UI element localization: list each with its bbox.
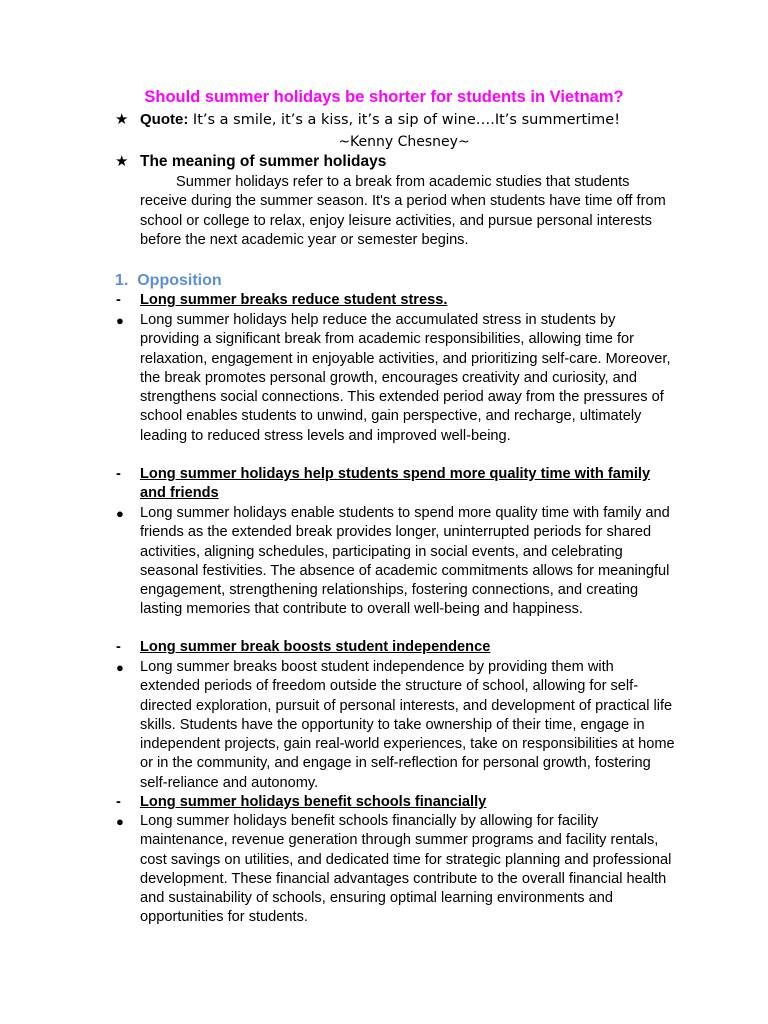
meaning-paragraph: Summer holidays refer to a break from academic studies that students receive during the summer season. It's a period when students have time off from school or college to relax, enjoy leisure activities, and pursue personal interests before the next academic year or semester begins. [140, 174, 666, 248]
point-paragraph: Long summer holidays benefit schools financially by allowing for facility maintenance, revenue generation through summer programs and facility rentals, cost savings on utilities, and dedicated time for strategic planning and professional development. These financial advantages contribute to the overall financial health and sustainability of schools, ensuring optimal learning environments and opportunities for students. [140, 813, 672, 926]
dash-marker: - [116, 292, 121, 308]
quote-line [140, 110, 620, 130]
bullet-icon: ● [116, 814, 124, 829]
section-title: Opposition [137, 272, 222, 289]
bullet-icon: ● [116, 313, 124, 328]
bullet-icon: ● [116, 506, 124, 521]
point-paragraph: Long summer breaks boost student independence by providing them with extended periods of freedom outside the structure of school, allowing for self-directed exploration, pursuit of personal interests, and development of practical life skills. Students have the opportunity to take ownership of their time, engage in independent projects, gain real-world experiences, take on responsibilities at home or in the community, and engage in self-reflection for personal growth, fostering self-reliance and autonomy. [140, 659, 675, 791]
point-heading: Long summer break boosts student independence [140, 639, 491, 655]
quote-text: It’s a smile, it’s a kiss, it’s a sip of wine….It’s summertime! [188, 112, 621, 128]
point-heading: Long summer holidays benefit schools financially [140, 794, 487, 810]
star-bullet-icon: ★ [115, 111, 129, 128]
bullet-icon: ● [116, 660, 124, 675]
meaning-heading: The meaning of summer holidays [140, 153, 387, 170]
star-bullet-icon: ★ [115, 153, 129, 170]
point-paragraph: Long summer holidays enable students to spend more quality time with family and friends as the extended break provides longer, uninterrupted periods for shared activities, aligning schedules, participating in social events, and celebrating seasonal festivities. The absence of academic commitments allows for meaningful engagement, strengthening relationships, fostering connections, and creating lasting memories that contribute to overall well-being and happiness. [140, 505, 670, 618]
quote-label: Quote: [140, 111, 189, 128]
section-number: 1. [115, 272, 129, 289]
point-paragraph: Long summer holidays help reduce the accumulated stress in students by providing a significant break from academic responsibilities, allowing time for relaxation, engagement in enjoyable activities, and prioritizing self-care. Moreover, the break promotes personal growth, encourages creativity and curiosity, and strengthens social connections. This extended period away from the pressures of school enables students to unwind, gain perspective, and recharge, ultimately leading to reduced stress levels and improved well-being. [140, 312, 671, 444]
dash-marker: - [116, 639, 121, 655]
document-title: Should summer holidays be shorter for students in Vietnam? [144, 88, 624, 106]
section-opposition [115, 271, 222, 291]
quote-author: ~Kenny Chesney~ [338, 134, 470, 150]
dash-marker: - [116, 466, 121, 482]
point-heading: Long summer breaks reduce student stress. [140, 292, 448, 308]
point-heading: Long summer holidays help students spend more quality time with family and friends [140, 466, 651, 502]
dash-marker: - [116, 794, 121, 810]
